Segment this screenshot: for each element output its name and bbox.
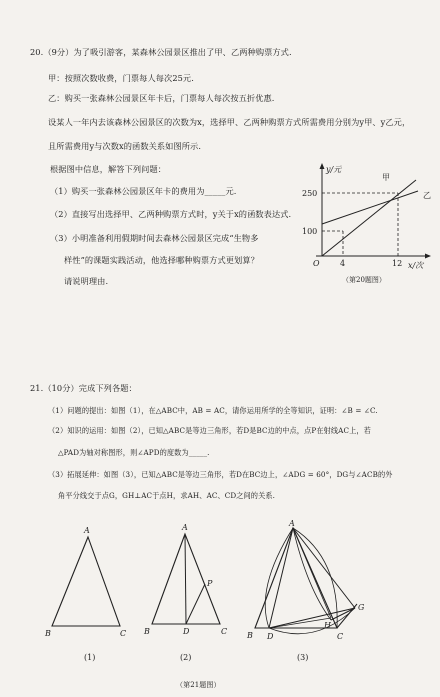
fig3-point-c: C xyxy=(337,632,344,641)
q20-stem-line1: 20.（9分）为了吸引游客，某森林公园景区推出了甲、乙两种购票方式. xyxy=(30,47,292,57)
segment-dp xyxy=(186,584,205,624)
fig3-point-g: G xyxy=(358,603,365,612)
q21-sub1: （1）问题的提出：如图（1），在△ABC中，AB = AC，请你运用所学的全等知识，证明：∠B = ∠C. xyxy=(48,406,378,415)
q20-stem-line2: 甲：按照次数收费，门票每人每次25元. xyxy=(48,73,194,83)
fig3-label: (3) xyxy=(297,653,309,662)
line-jia xyxy=(322,180,416,256)
tick-4: 4 xyxy=(340,259,346,268)
triangle-abc xyxy=(52,537,120,626)
segment-ad xyxy=(185,534,186,624)
fig3-point-a: A xyxy=(289,519,295,528)
arc-2 xyxy=(265,528,293,628)
fig1-point-a: A xyxy=(84,526,90,535)
q21-figure-2 xyxy=(140,522,240,672)
q20-sub3-line2: 样性”的课题实践活动，他选择哪种购票方式更划算？ xyxy=(64,255,259,265)
q21-figure-1 xyxy=(40,522,140,672)
label-jia: 甲 xyxy=(382,173,390,182)
q20-stem-line6: 根据图中信息，解答下列问题： xyxy=(50,164,167,174)
origin-label: O xyxy=(313,259,320,268)
segment-ah xyxy=(293,528,331,618)
tick-100: 100 xyxy=(302,227,318,236)
q20-sub3-line1: （3）小明准备利用假期时间去森林公园景区完成“生物多 xyxy=(50,233,259,243)
fig2-point-p: P xyxy=(207,579,213,588)
segment-dh xyxy=(269,618,331,628)
fig3-point-h: H xyxy=(324,621,331,630)
x-axis-label: x/次 xyxy=(408,261,424,270)
tick-12: 12 xyxy=(392,259,403,268)
q21-sub2-line2: △PAD为轴对称图形，则∠APD的度数为_____. xyxy=(58,448,210,457)
fig2-point-a: A xyxy=(182,523,188,532)
tick-250: 250 xyxy=(302,189,318,198)
q20-sub2: （2）直接写出选择甲、乙两种购票方式时，y关于x的函数表达式. xyxy=(50,209,292,219)
q21-sub2-line1: （2）知识的运用：如图（2），已知△ABC是等边三角形，若D是BC边的中点，点P在射线AC上，若 xyxy=(48,426,371,435)
q20-stem-line5: 且所需费用y与次数x的函数关系如图所示. xyxy=(48,141,202,151)
fig2-point-b: B xyxy=(144,627,150,636)
label-yi: 乙 xyxy=(423,191,431,200)
q21-figure-3 xyxy=(245,518,375,673)
y-axis-arrow-icon xyxy=(320,163,325,169)
fig1-point-b: B xyxy=(45,629,51,638)
fig3-point-d: D xyxy=(267,632,274,641)
fig2-label: (2) xyxy=(180,653,192,662)
q20-sub3-line3: 请说明理由. xyxy=(64,276,109,286)
q21-figure-caption: （第21题图） xyxy=(176,681,221,689)
q21-stem-line1: 21.（10分）完成下列各题： xyxy=(30,383,137,393)
q20-stem-line4: 设某人一年内去该森林公园景区的次数为x，选择甲、乙两种购票方式所需费用分别为y甲、y乙元， xyxy=(48,117,411,127)
q21-sub3-line2: 角平分线交于点G，GH⊥AC于点H，求AH、AC、CD之间的关系. xyxy=(58,491,276,500)
fig2-point-c: C xyxy=(221,627,228,636)
q20-function-graph xyxy=(300,160,440,285)
q20-stem-line3: 乙：购买一张森林公园景区年卡后，门票每人每次按五折优惠. xyxy=(48,93,275,103)
q20-sub1: （1）购买一张森林公园景区年卡的费用为_____元. xyxy=(50,186,237,196)
y-axis-label: y/元 xyxy=(326,165,342,174)
segment-ag xyxy=(293,528,355,608)
line-yi xyxy=(322,191,418,224)
x-axis-arrow-icon xyxy=(425,254,431,259)
fig2-point-d: D xyxy=(183,627,190,636)
fig3-point-b: B xyxy=(247,631,253,640)
fig1-point-c: C xyxy=(120,629,127,638)
segment-dg xyxy=(269,608,355,628)
fig1-label: (1) xyxy=(84,653,96,662)
q21-sub3-line1: （3）拓展延伸：如图（3），已知△ABC是等边三角形，若D在BC边上，∠ADG = 60°，DG与∠ACB的外 xyxy=(48,470,393,479)
segment-ad xyxy=(269,528,293,628)
q20-figure-caption: （第20题图） xyxy=(342,276,386,284)
triangle-abc xyxy=(255,528,337,628)
